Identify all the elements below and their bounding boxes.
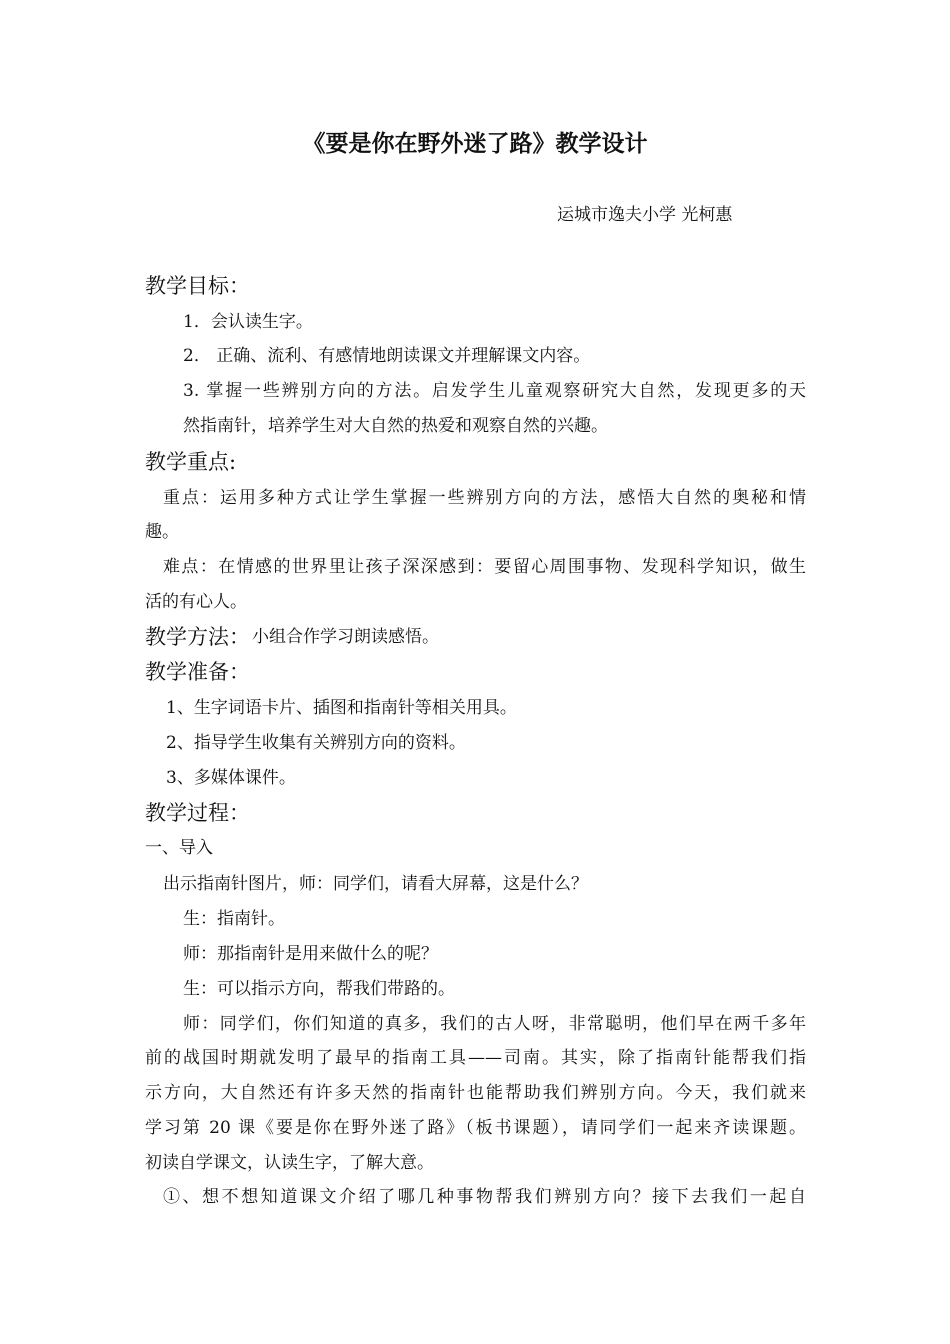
focus-line-2: 趣。 — [145, 522, 179, 542]
objective-item-1: 1．会认读生字。 — [183, 312, 313, 332]
process-line-9: 初读自学课文，认读生字，了解大意。 — [145, 1153, 434, 1173]
section-intro-heading: 一、导入 — [145, 838, 213, 858]
focus-line-1: 重点：运用多种方式让学生掌握一些辨别方向的方法，感悟大自然的奥秘和情 — [163, 488, 806, 508]
process-line-3: 师：那指南针是用来做什么的呢？ — [183, 944, 438, 964]
objective-item-3: 3. 掌握一些辨别方向的方法。启发学生儿童观察研究大自然，发现更多的天 — [183, 381, 806, 401]
process-line-8: 学习第 20 课《要是你在野外迷了路》（板书课题），请同学们一起来齐读课题。 — [145, 1118, 806, 1138]
process-line-6: 前的战国时期就发明了最早的指南工具——司南。其实，除了指南针能帮我们指 — [145, 1048, 806, 1068]
objective-item-2: 2． 正确、流利、有感情地朗读课文并理解课文内容。 — [183, 346, 591, 366]
method-text: 小组合作学习朗读感悟。 — [252, 627, 439, 647]
difficulty-line-1: 难点：在情感的世界里让孩子深深感到：要留心周围事物、发现科学知识，做生 — [163, 557, 806, 577]
difficulty-line-2: 活的有心人。 — [145, 592, 247, 612]
objective-item-3-cont: 然指南针，培养学生对大自然的热爱和观察自然的兴趣。 — [183, 416, 608, 436]
process-line-7: 示方向，大自然还有许多天然的指南针也能帮助我们辨别方向。今天，我们就来 — [145, 1083, 806, 1103]
process-heading: 教学过程： — [145, 801, 250, 825]
process-line-10: ①、想不想知道课文介绍了哪几种事物帮我们辨别方向？接下去我们一起自 — [163, 1187, 806, 1207]
preparation-item-1: 1、生字词语卡片、插图和指南针等相关用具。 — [166, 698, 517, 718]
author-line: 运城市逸夫小学 光柯惠 — [557, 205, 733, 225]
preparation-item-3: 3、多媒体课件。 — [166, 768, 296, 788]
method-heading: 教学方法： — [145, 625, 250, 649]
process-line-5: 师：同学们，你们知道的真多，我们的古人呀，非常聪明，他们早在两千多年 — [183, 1014, 806, 1034]
process-line-1: 出示指南针图片，师：同学们，请看大屏幕，这是什么？ — [163, 874, 588, 894]
document-title: 《要是你在野外迷了路》教学设计 — [302, 130, 648, 157]
process-line-2: 生：指南针。 — [183, 909, 285, 929]
preparation-heading: 教学准备： — [145, 660, 250, 684]
keypoints-heading: 教学重点: — [145, 450, 237, 474]
objectives-heading: 教学目标： — [145, 274, 250, 298]
preparation-item-2: 2、指导学生收集有关辨别方向的资料。 — [166, 733, 466, 753]
process-line-4: 生：可以指示方向，帮我们带路的。 — [183, 979, 455, 999]
